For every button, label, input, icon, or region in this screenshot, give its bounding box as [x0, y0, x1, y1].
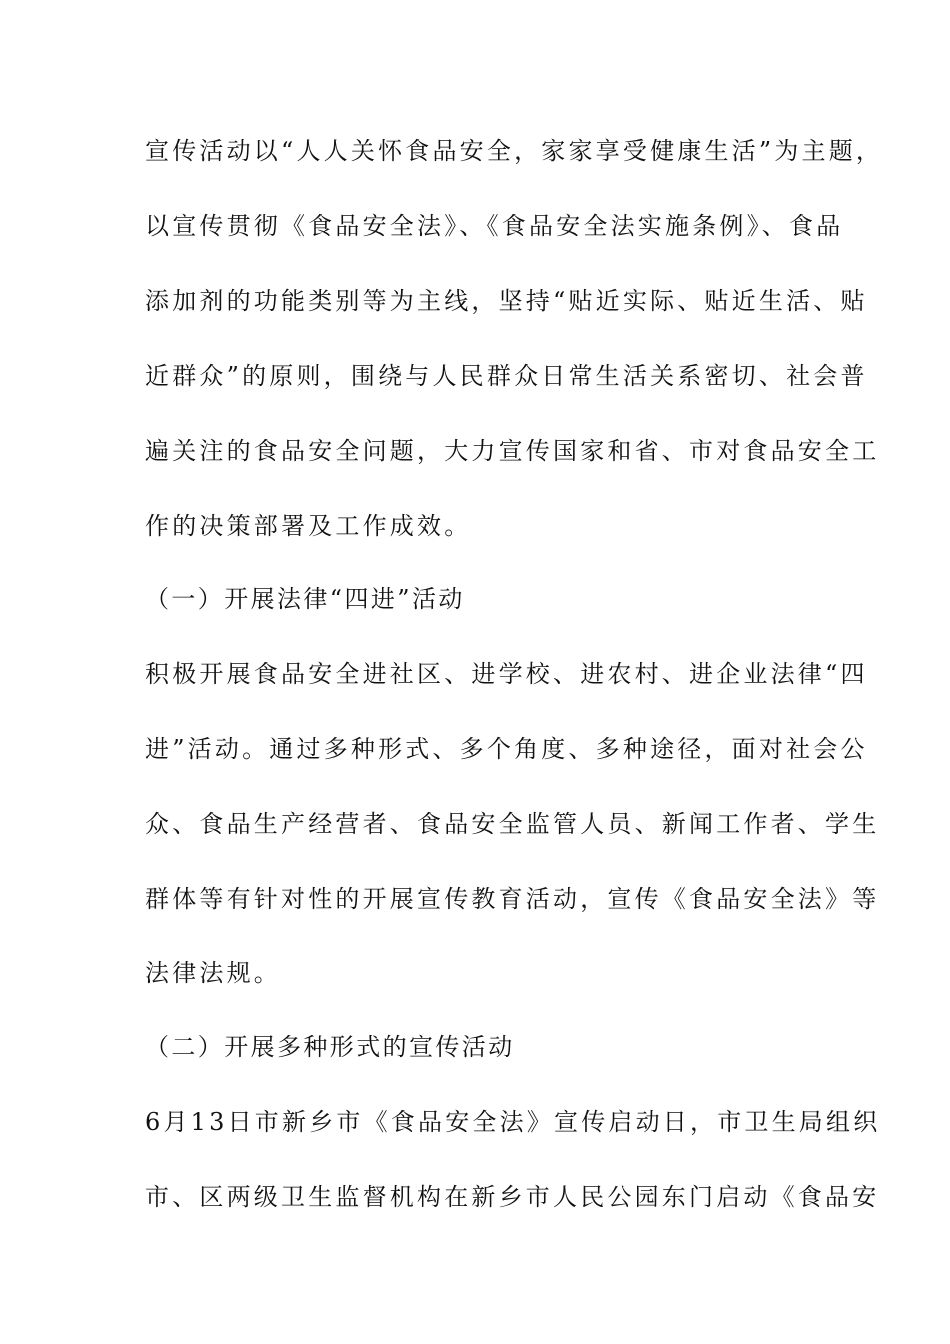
paragraph-line: 添加剂的功能类别等为主线，坚持“贴近实际、贴近生活、贴 — [145, 287, 868, 315]
section-heading: （二）开展多种形式的宣传活动 — [145, 1033, 515, 1061]
paragraph-line: 进”活动。通过多种形式、多个角度、多种途径，面对社会公 — [145, 735, 868, 763]
paragraph-line: 作的决策部署及工作成效。 — [145, 512, 472, 540]
section-heading: （一）开展法律“四进”活动 — [145, 585, 465, 613]
paragraph-line: 宣传活动以“人人关怀食品安全，家家享受健康生活”为主题， — [145, 137, 884, 165]
paragraph-line: 近群众”的原则，围绕与人民群众日常生活关系密切、社会普 — [145, 362, 868, 390]
paragraph-line: 6月13日市新乡市《食品安全法》宣传启动日，市卫生局组织 — [145, 1108, 881, 1136]
paragraph-line: 积极开展食品安全进社区、进学校、进农村、进企业法律“四 — [145, 660, 868, 688]
paragraph-line: 遍关注的食品安全问题，大力宣传国家和省、市对食品安全工 — [145, 437, 880, 465]
paragraph-line: 市、区两级卫生监督机构在新乡市人民公园东门启动《食品安 — [145, 1183, 880, 1211]
paragraph-line: 众、食品生产经营者、食品安全监管人员、新闻工作者、学生 — [145, 810, 880, 838]
paragraph-line: 以宣传贯彻《食品安全法》、《食品安全法实施条例》、食品 — [145, 212, 844, 240]
paragraph-line: 法律法规。 — [145, 959, 281, 987]
paragraph-line: 群体等有针对性的开展宣传教育活动，宣传《食品安全法》等 — [145, 885, 880, 913]
